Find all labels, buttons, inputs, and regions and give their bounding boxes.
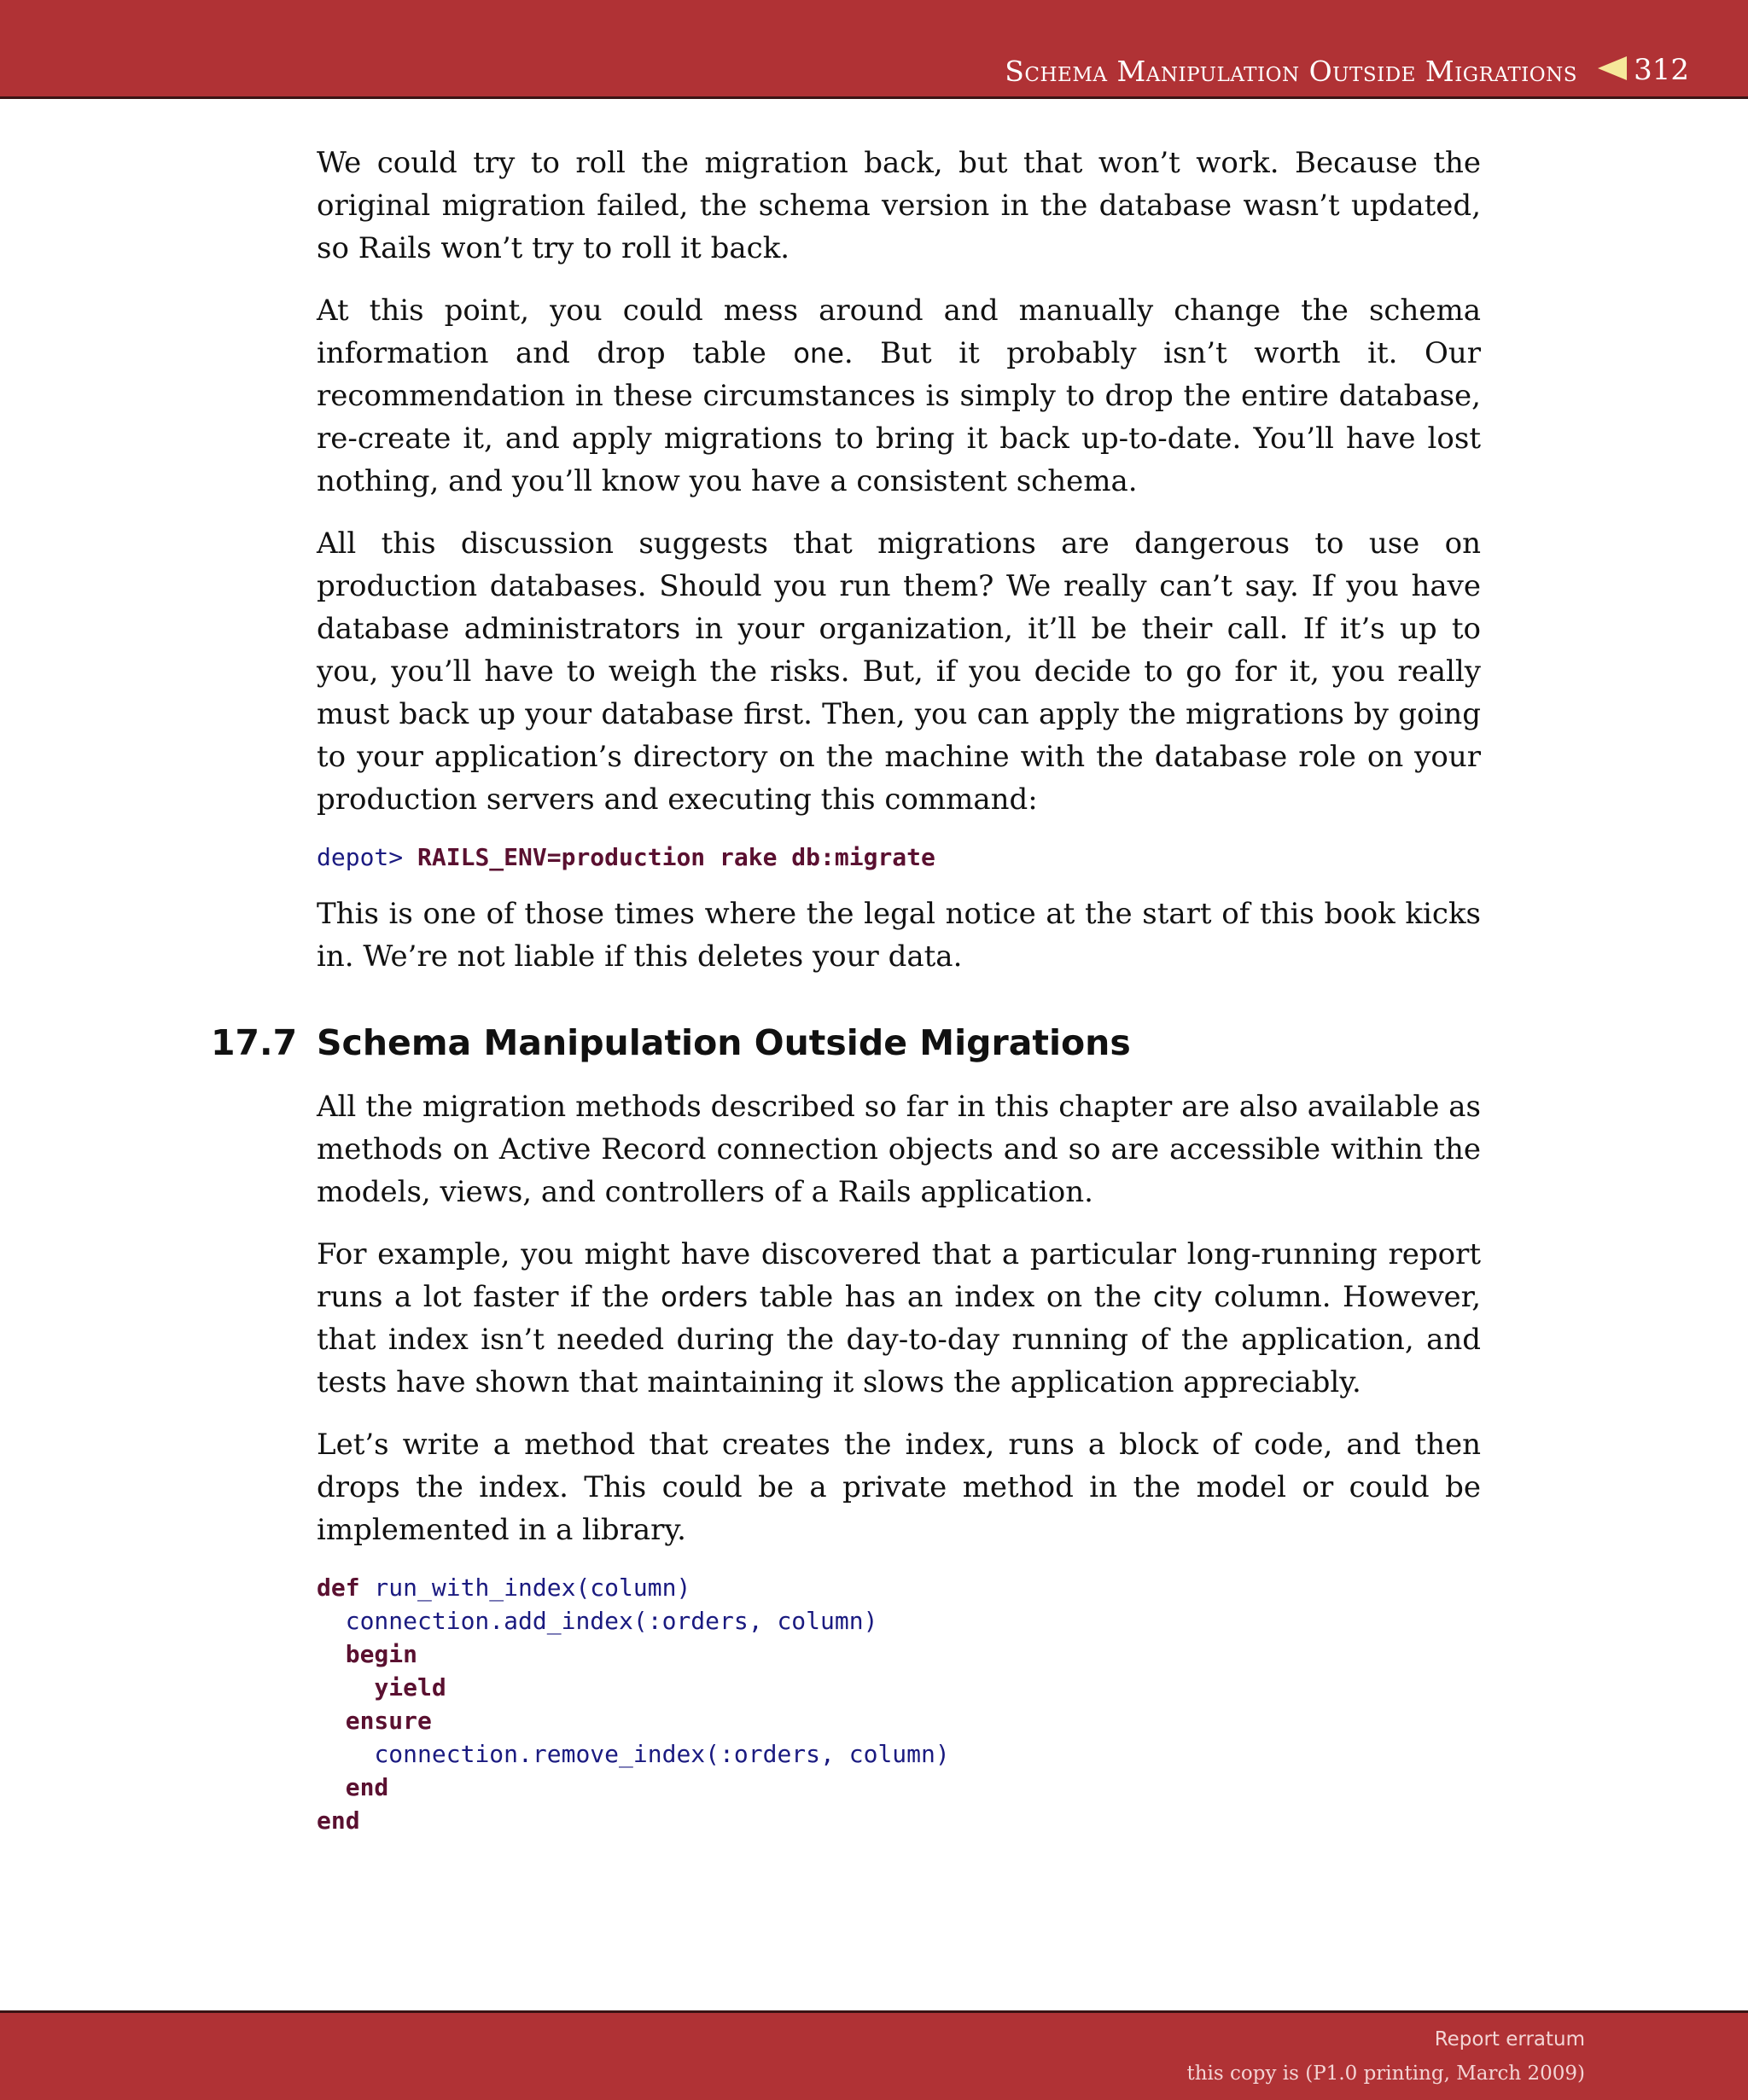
code-line: [317, 1604, 1481, 1638]
command-line: [317, 841, 1481, 875]
code-keyword: begin: [345, 1640, 418, 1668]
report-erratum-link[interactable]: Report erratum: [1434, 2028, 1585, 2051]
code-keyword: end: [345, 1773, 389, 1801]
page-content: [211, 142, 1481, 1837]
code-text: run_with_index(column): [359, 1574, 691, 1602]
inline-code: one: [793, 337, 844, 369]
paragraph: We could try to roll the migration back, but that won’t work. Because the original migration failed, the schema version in the database wasn’t updated, so Rails won’t try to roll it back.: [317, 146, 1481, 265]
page-footer: [0, 2010, 1748, 2100]
code-block: [317, 1571, 1481, 1837]
shell-command: RAILS_ENV=production rake db:migrate: [417, 843, 935, 871]
paragraph-text: column. However, that index isn’t needed during the day-to-day running of the application, and tests have shown that maintaining it slows the application appreciably.: [317, 1280, 1481, 1399]
paragraph: [317, 1233, 1481, 1404]
code-keyword: def: [317, 1574, 360, 1602]
page-header: [0, 0, 1748, 99]
paragraph: This is one of those times where the legal notice at the start of this book kicks in. We’re not liable if this deletes your data.: [317, 897, 1481, 974]
code-line: [317, 1638, 1481, 1671]
running-header-title: Schema Manipulation Outside Migrations: [1005, 55, 1577, 88]
section-title: Schema Manipulation Outside Migrations: [317, 1022, 1131, 1063]
code-line: [317, 1804, 1481, 1837]
paragraph-text: For example, you might have discovered that a particular long-running report runs a lot faster if the: [317, 1237, 1481, 1314]
paragraph: Let’s write a method that creates the index, runs a block of code, and then drops the index. This could be a private method in the model or could be implemented in a library.: [317, 1428, 1481, 1547]
code-line: [317, 1704, 1481, 1737]
code-line: [317, 1771, 1481, 1804]
inline-code: city: [1152, 1281, 1203, 1313]
page-number: 312: [1634, 53, 1689, 87]
section-number: 17.7: [211, 1022, 298, 1063]
code-text: connection.add_index(:orders, column): [345, 1607, 878, 1635]
code-text: connection.remove_index(:orders, column): [374, 1740, 950, 1768]
paragraph: All this discussion suggests that migrations are dangerous to use on production databases. Should you run them? We really can’t say. If you have database administrators in your organization, it’ll be their call. If it’s up to you, you’ll have to weigh the risks. But, if you decide to go for it, you really must back up your database first. Then, you can apply the migrations by going to your application’s directory on the machine with the database role on your production servers and executing this command:: [317, 526, 1481, 817]
section-heading: [211, 1022, 1481, 1067]
paragraph-text: table has an index on the: [748, 1280, 1153, 1314]
copy-info: this copy is (P1.0 printing, March 2009): [1186, 2062, 1585, 2085]
paragraph: All the migration methods described so far in this chapter are also available as methods on Active Record connection objects and so are accessible within the models, views, and controllers of a Rails application.: [317, 1090, 1481, 1209]
inline-code: orders: [661, 1281, 749, 1313]
shell-prompt: depot>: [317, 843, 404, 871]
left-triangle-icon: [1598, 56, 1627, 80]
paragraph-text: . But it probably isn’t worth it. Our recommendation in these circumstances is simply to drop the entire database, re-create it, and apply migrations to bring it back up-to-date. You’ll have lost nothing, and you’ll know you have a consistent schema.: [317, 336, 1481, 498]
code-keyword: ensure: [345, 1707, 432, 1735]
code-keyword: end: [317, 1806, 360, 1835]
code-line: [317, 1737, 1481, 1771]
code-line: [317, 1671, 1481, 1704]
code-keyword: yield: [374, 1673, 446, 1702]
code-line: [317, 1571, 1481, 1604]
paragraph-text: At this point, you could mess around and manually change the schema information and drop table: [317, 294, 1481, 370]
paragraph: [317, 289, 1481, 503]
